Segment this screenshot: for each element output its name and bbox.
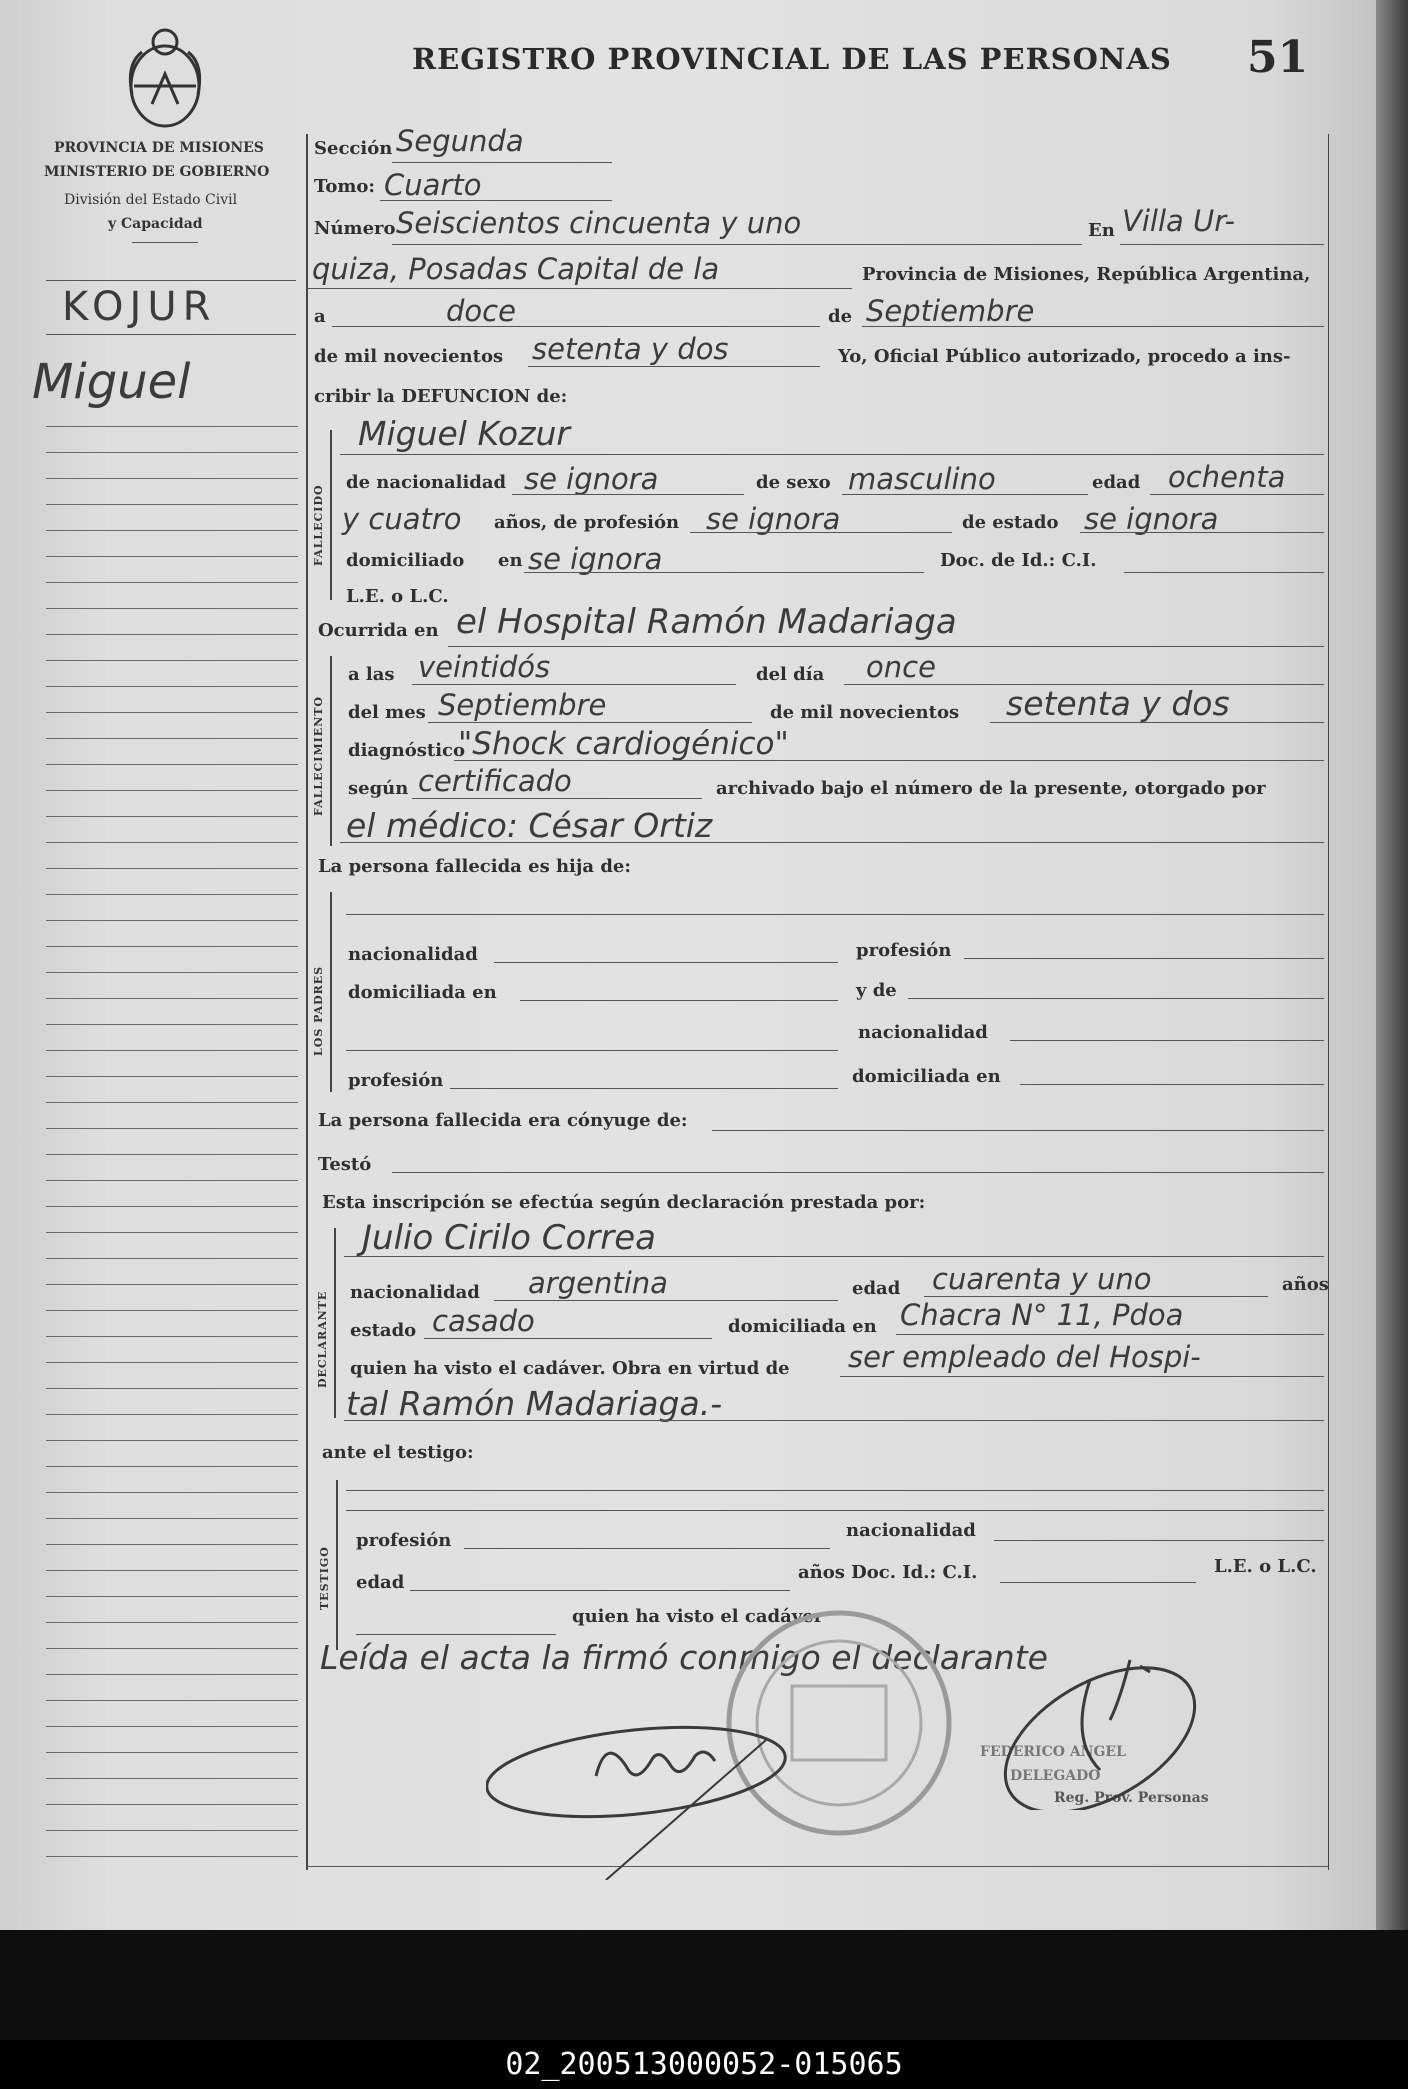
issuer-line-1: PROVINCIA DE MISIONES [54,140,264,156]
line-en [1120,244,1324,245]
value-edad-cont: y cuatro [342,502,462,536]
label-edad: edad [1092,472,1141,493]
value-edad: ochenta [1168,460,1286,494]
line-madre-nacionalidad [1010,1040,1324,1041]
label-a: a [314,306,326,327]
line-tomo [380,200,612,201]
label-inscripcion: Esta inscripción se efectúa según declaración prestada por: [322,1192,926,1213]
line-domicilio [524,572,924,573]
margin-top-rule [46,280,296,281]
stamp-line-1: FEDERICO ANGEL [980,1744,1126,1760]
line-testigo-nombre [346,1490,1324,1491]
label-madre-domicilio: domiciliada en [852,1066,1001,1087]
line-madre-domicilio [1020,1084,1324,1085]
label-yo-oficial: Yo, Oficial Público autorizado, procedo a ins- [838,346,1291,367]
value-mes: Septiembre [866,294,1035,328]
label-decl-domicilio: domiciliada en [728,1316,877,1337]
label-madre-nacionalidad: nacionalidad [858,1022,988,1043]
value-en-cont: quiza, Posadas Capital de la [312,252,720,286]
line-padre-domicilio [520,1000,838,1001]
label-numero: Número [314,218,396,239]
label-decl-estado: estado [350,1320,417,1341]
value-profesion: se ignora [706,502,841,536]
label-provincia: Provincia de Misiones, República Argentina, [862,264,1311,285]
line-testigo-profesion [464,1548,830,1549]
label-inscribir: cribir la DEFUNCION de: [314,386,568,407]
label-madre-profesion: profesión [348,1070,444,1091]
value-nombre: Miguel Kozur [358,414,570,453]
value-dia: doce [446,294,516,328]
label-le-lc: L.E. o L.C. [346,586,449,607]
label-padre-domicilio: domiciliada en [348,982,497,1003]
column-divider [306,134,308,1870]
label-quien-visto-2: quien ha visto el cadáver [572,1606,824,1627]
bracket-testigo [336,1480,338,1650]
label-padre-profesion: profesión [856,940,952,961]
line-testigo-edad [410,1590,790,1591]
line-madre-profesion [450,1088,838,1089]
line-doc-id [1124,572,1324,573]
label-decl-nacionalidad: nacionalidad [350,1282,480,1303]
label-testigo-edad: edad [356,1572,405,1593]
label-a-las: a las [348,664,395,685]
line-mes [862,326,1324,327]
side-label-fallecimiento: FALLECIMIENTO [312,696,325,816]
line-anio-fall [990,722,1324,723]
line-padre-profesion [964,958,1324,959]
value-declarante: Julio Cirilo Correa [362,1218,656,1258]
line-declarante [344,1256,1324,1257]
line-decl-domicilio [896,1334,1324,1335]
margin-surname: KOJUR [62,284,217,330]
label-en: En [1088,220,1115,241]
value-decl-obra-cont: tal Ramón Madariaga.- [346,1384,723,1423]
line-testigo-nacionalidad [994,1540,1324,1541]
label-ante-testigo: ante el testigo: [322,1442,474,1463]
line-madre-extra [346,1050,838,1051]
label-archivado: archivado bajo el número de la presente, otorgado por [716,778,1266,799]
bracket-fallecimiento [330,656,332,846]
bracket-fallecido [330,430,332,600]
value-domicilio: se ignora [528,542,663,576]
line-seccion [392,162,612,163]
line-hora [412,684,736,685]
value-cierre: Leída el acta la firmó conmigo el declarante [320,1638,1048,1677]
label-seccion: Sección [314,138,393,159]
label-quien-visto: quien ha visto el cadáver. Obra en virtud de [350,1358,790,1379]
label-decl-anos: años [1282,1274,1329,1295]
line-estado [1080,532,1324,533]
label-de-estado: de estado [962,512,1059,533]
bracket-declarante [334,1228,336,1418]
line-decl-nacionalidad [494,1300,838,1301]
label-ocurrida: Ocurrida en [318,620,439,641]
line-anio [528,366,820,367]
label-anos-profesion: años, de profesión [494,512,680,533]
issuer-line-4: y Capacidad [108,216,203,232]
book-edge [1376,0,1408,1930]
official-signature [980,1640,1240,1810]
issuer-line-2: MINISTERIO DE GOBIERNO [44,164,270,180]
side-label-declarante: DECLARANTE [316,1290,329,1388]
declarant-signature [486,1700,826,1880]
line-conyuge [712,1130,1324,1131]
label-de: de [828,306,853,327]
value-numero: Seiscientos cincuenta y uno [396,206,802,240]
stamp-line-3: Reg. Prov. Personas [1054,1790,1209,1806]
label-del-dia: del día [756,664,825,685]
line-en-cont [306,288,852,289]
line-nacionalidad [512,494,744,495]
label-hija-de: La persona fallecida es hija de: [318,856,632,877]
label-de-nacionalidad: de nacionalidad [346,472,507,493]
side-label-padres: LOS PADRES [312,965,325,1056]
line-medico [340,842,1324,843]
right-border [1328,134,1329,1870]
value-decl-nacionalidad: argentina [528,1266,668,1300]
line-decl-obra [840,1376,1324,1377]
margin-given-name: Miguel [32,354,191,410]
label-en-domicilio: en [498,550,523,571]
line-testigo-final [356,1634,556,1635]
label-diagnostico: diagnóstico [348,740,466,761]
line-madre-nombre [908,998,1324,999]
line-nombre [340,454,1324,455]
value-segun: certificado [418,764,572,798]
label-testigo-nacionalidad: nacionalidad [846,1520,976,1541]
label-del-mes: del mes [348,702,426,723]
stamp-line-2: DELEGADO [1010,1768,1101,1784]
label-testigo-le-lc: L.E. o L.C. [1214,1556,1317,1577]
label-testigo-profesion: profesión [356,1530,452,1551]
line-testo [392,1172,1324,1173]
page-title: REGISTRO PROVINCIAL DE LAS PERSONAS [412,42,1172,76]
label-padre-nacionalidad: nacionalidad [348,944,478,965]
label-de-mil: de mil novecientos [314,346,504,367]
value-hora: veintidós [418,650,551,684]
label-tomo: Tomo: [314,176,376,197]
label-doc-id: Doc. de Id.: C.I. [940,550,1097,571]
line-testigo-nombre-2 [346,1510,1324,1511]
coat-of-arms-icon [122,24,208,132]
value-anio-fall: setenta y dos [1006,684,1230,723]
issuer-underline [132,242,198,243]
page-number: 51 [1247,32,1309,83]
value-dia-fall: once [866,650,936,684]
line-mes-fall [428,722,752,723]
line-decl-edad [924,1296,1268,1297]
side-label-fallecido: FALLECIDO [312,484,325,566]
bracket-padres [330,892,332,1092]
line-lugar [448,646,1324,647]
value-seccion: Segunda [396,124,524,158]
line-numero [392,244,1082,245]
value-nacionalidad: se ignora [524,462,659,496]
value-decl-estado: casado [432,1304,535,1338]
label-testo: Testó [318,1154,372,1175]
value-estado: se ignora [1084,502,1219,536]
label-domiciliado: domiciliado [346,550,465,571]
value-decl-domicilio: Chacra N° 11, Pdoa [900,1298,1184,1332]
value-decl-obra: ser empleado del Hospi- [848,1340,1201,1374]
label-de-mil-fall: de mil novecientos [770,702,960,723]
value-mes-fall: Septiembre [438,688,607,722]
line-padre-nacionalidad [494,962,838,963]
value-medico: el médico: César Ortiz [346,806,713,845]
value-sexo: masculino [848,462,996,496]
label-conyuge: La persona fallecida era cónyuge de: [318,1110,688,1131]
margin-rule-2 [46,334,296,335]
value-lugar: el Hospital Ramón Madariaga [456,602,957,642]
value-decl-edad: cuarenta y uno [932,1262,1152,1296]
label-de-sexo: de sexo [756,472,831,493]
issuer-line-3: División del Estado Civil [64,192,238,208]
value-anio: setenta y dos [532,332,729,366]
line-diagnostico [454,760,1324,761]
label-segun: según [348,778,409,799]
label-y-de: y de [856,980,897,1001]
side-label-testigo: TESTIGO [318,1546,331,1610]
value-en: Villa Ur- [1122,204,1236,238]
line-edad [1150,494,1324,495]
line-padre-nombre [346,914,1324,915]
line-dia [332,326,820,327]
value-diagnostico: "Shock cardiogénico" [458,726,789,762]
scan-caption: 02_200513000052-015065 [0,2040,1408,2089]
line-profesion [690,532,952,533]
line-decl-obra-cont [344,1420,1324,1421]
line-segun [412,798,702,799]
label-anos-doc: años Doc. Id.: C.I. [798,1562,978,1583]
line-testigo-doc [1000,1582,1196,1583]
scan-bottom-area [0,1930,1408,2040]
label-decl-edad: edad [852,1278,901,1299]
value-tomo: Cuarto [384,168,482,202]
line-decl-estado [424,1338,712,1339]
line-sexo [842,494,1088,495]
